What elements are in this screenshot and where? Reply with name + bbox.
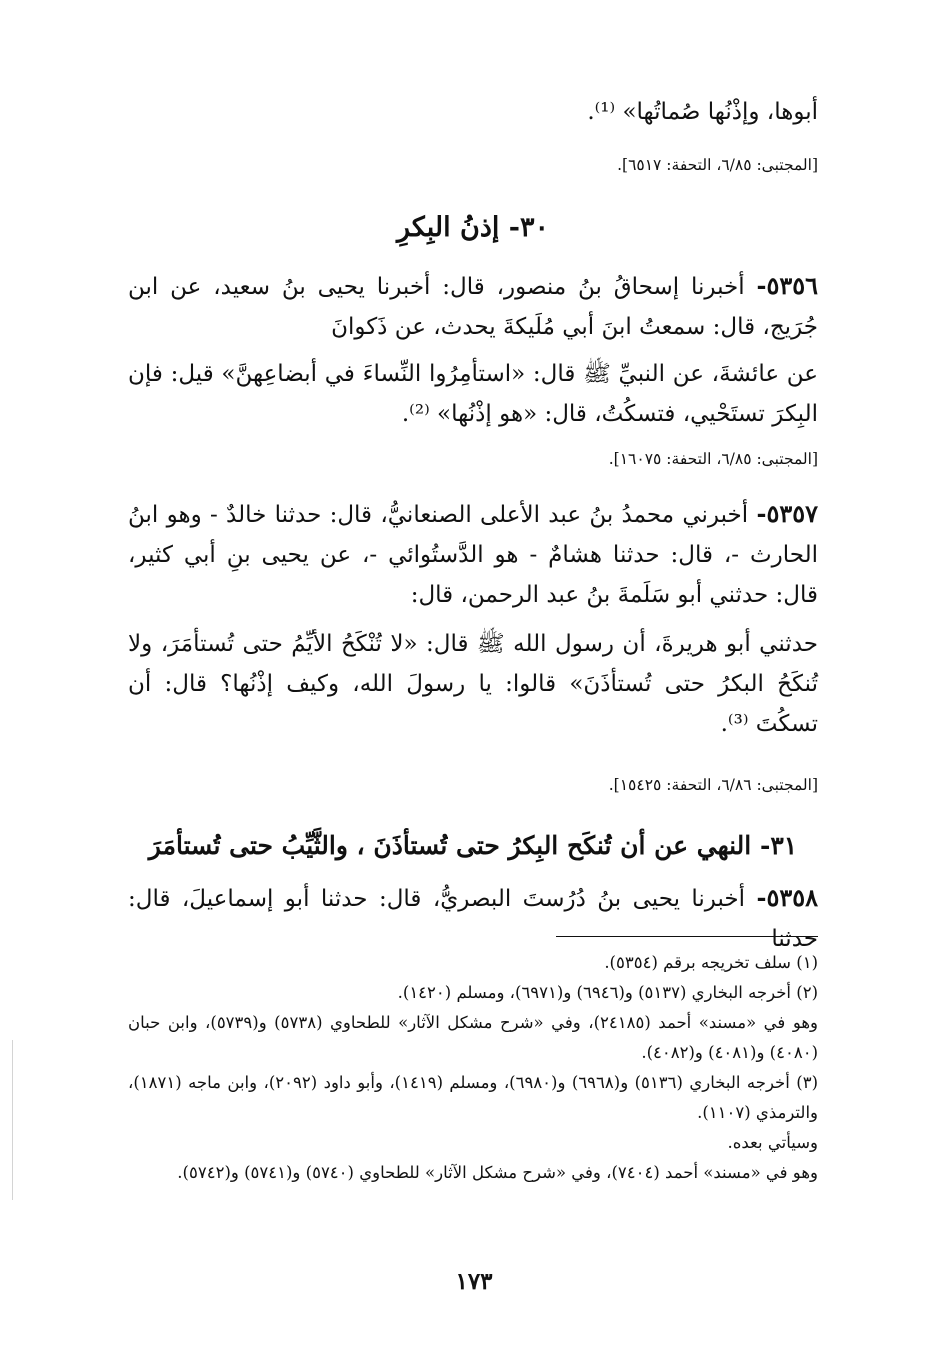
- footnote: (٣) أخرجه البخاري (٥١٣٦) و(٦٩٦٨) و(٦٩٨٠)، ومسلم (١٤١٩)، وأبو داود (٢٠٩٢)، وابن ماجه (١٨٧١)، والترمذي (١١٠٧).: [128, 1073, 819, 1122]
- footnote: (١) سلف تخريجه برقم (٥٣٥٤).: [604, 953, 818, 972]
- isnad-text: أخبرنا إسحاقُ بنُ منصور، قال: أخبرنا يحيى بنُ سعيد، عن ابن جُرَيج، قال: سمعتُ ابنَ أبي مُلَيكةَ يحدث، عن ذَكوانَ: [128, 274, 818, 340]
- hadith-isnad: [128, 494, 818, 615]
- footnote: (٢) أخرجه البخاري (٥١٣٧) و(٦٩٤٦) و(٦٩٧١)، ومسلم (١٤٢٠).: [397, 983, 818, 1002]
- reference-line: [المجتبى: ٦/٨٥، التحفة: ١٦٠٧٥].: [608, 450, 818, 468]
- hadith-isnad: [128, 878, 818, 959]
- hadith-matn: حدثني أبو هريرةَ، أن رسول الله ﷺ قال: «لا تُنْكَحُ الأيِّمُ حتى تُستأمَرَ، ولا تُنكَحُ البكرُ حتى تُستأذَنَ» قالوا: يا رسولَ الله، وكيف إذْنُها؟ قال: أن تسكُتَ ⁽³⁾.: [128, 631, 818, 737]
- page-number: ١٧٣: [455, 1268, 493, 1295]
- footnote: وهو في «مسند» أحمد (٧٤٠٤)، وفي «شرح مشكل الآثار» للطحاوي (٥٧٤٠) و(٥٧٤١) و(٥٧٤٢).: [177, 1163, 818, 1182]
- footnotes: [128, 948, 818, 1188]
- chapter-heading: ٣٠- إذنُ البِكرِ: [396, 212, 550, 243]
- footnote: وهو في «مسند» أحمد (٢٤١٨٥)، وفي «شرح مشكل الآثار» للطحاوي (٥٧٣٨) و(٥٧٣٩)، وابن حبان (٤٠٨٠) و(٤٠٨١) و(٤٠٨٢).: [128, 1013, 819, 1062]
- hadith-number: ٥٣٥٦-: [756, 271, 818, 300]
- continued-text: أبوها، وإذْنُها صُماتُها» ⁽¹⁾.: [587, 99, 818, 125]
- isnad-text: أخبرني محمدُ بنُ عبد الأعلى الصنعانيُّ، قال: حدثنا خالدٌ - وهو ابنُ الحارث -، قال: حدثنا هشامٌ - هو الدَّستُوائي -، عن يحيى بنِ أبي كثير، قال: حدثني أبو سَلَمةَ بنُ عبد الرحمن، قال:: [128, 502, 818, 608]
- hadith-matn: عن عائشةَ، عن النبيِّ ﷺ قال: «استأمِرُوا النِّساءَ في أبضاعِهنَّ» قيل: فإن البِكرَ تستَحْيي، فتسكُتُ، قال: «هو إذْنُها» ⁽²⁾.: [128, 361, 818, 427]
- hadith-number: ٥٣٥٧-: [756, 499, 818, 528]
- footnote: وسيأتي بعده.: [727, 1133, 818, 1152]
- hadith-isnad: [128, 266, 818, 347]
- hadith-number: ٥٣٥٨-: [756, 883, 819, 912]
- reference-line: [المجتبى: ٦/٨٥، التحفة: ٦٥١٧].: [617, 156, 818, 174]
- isnad-text: أخبرنا يحيى بنُ دُرُستَ البصريُّ، قال: حدثنا أبو إسماعيلَ، قال: حدثنا: [128, 886, 818, 952]
- reference-line: [المجتبى: ٦/٨٦، التحفة: ١٥٤٢٥].: [608, 776, 818, 794]
- footnote-separator: [556, 936, 818, 937]
- binding-edge: [12, 1040, 13, 1200]
- chapter-heading: ٣١- النهي عن أن تُنكَح البِكرُ حتى تُستأذَنَ ، والثَّيِّبُ حتى تُستأمَرَ: [148, 831, 798, 860]
